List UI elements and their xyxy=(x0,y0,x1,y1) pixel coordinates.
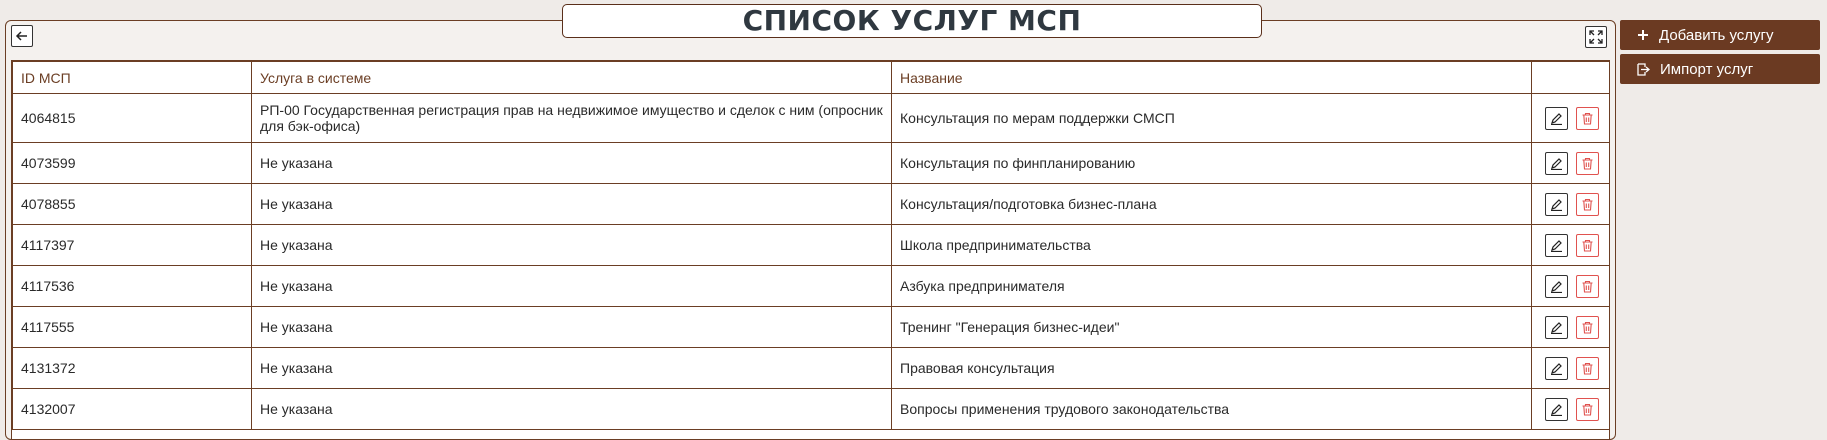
edit-button[interactable] xyxy=(1545,152,1568,175)
trash-icon xyxy=(1581,362,1594,375)
column-header-name: Название xyxy=(892,62,1532,94)
table-row xyxy=(13,94,1611,143)
cell-id: 4132007 xyxy=(13,389,252,430)
edit-button[interactable] xyxy=(1545,275,1568,298)
cell-actions xyxy=(1532,307,1611,348)
pencil-icon xyxy=(1550,239,1563,252)
pencil-icon xyxy=(1550,362,1563,375)
services-table xyxy=(12,61,1610,430)
import-icon xyxy=(1637,63,1650,76)
cell-actions xyxy=(1532,94,1611,143)
edit-button[interactable] xyxy=(1545,234,1568,257)
add-service-label: Добавить услугу xyxy=(1659,26,1774,44)
trash-icon xyxy=(1581,239,1594,252)
delete-button[interactable] xyxy=(1576,357,1599,380)
cell-id: 4117536 xyxy=(13,266,252,307)
edit-button[interactable] xyxy=(1545,398,1568,421)
cell-id: 4117555 xyxy=(13,307,252,348)
cell-system-service: РП-00 Государственная регистрация прав на недвижимое имущество и сделок с ним (опросник для бэк-офиса) xyxy=(252,94,892,143)
cell-actions xyxy=(1532,348,1611,389)
table-row xyxy=(13,389,1611,430)
cell-actions xyxy=(1532,184,1611,225)
cell-system-service: Не указана xyxy=(252,266,892,307)
delete-button[interactable] xyxy=(1576,316,1599,339)
cell-actions xyxy=(1532,225,1611,266)
cell-name: Азбука предпринимателя xyxy=(892,266,1532,307)
cell-id: 4078855 xyxy=(13,184,252,225)
table-row xyxy=(13,348,1611,389)
trash-icon xyxy=(1581,403,1594,416)
fullscreen-button[interactable] xyxy=(1585,26,1607,48)
cell-name: Консультация по мерам поддержки СМСП xyxy=(892,94,1532,143)
pencil-icon xyxy=(1550,321,1563,334)
fullscreen-icon xyxy=(1589,30,1603,44)
trash-icon xyxy=(1581,321,1594,334)
delete-button[interactable] xyxy=(1576,234,1599,257)
edit-button[interactable] xyxy=(1545,316,1568,339)
cell-system-service: Не указана xyxy=(252,389,892,430)
delete-button[interactable] xyxy=(1576,152,1599,175)
cell-system-service: Не указана xyxy=(252,225,892,266)
cell-name: Консультация по финпланированию xyxy=(892,143,1532,184)
edit-button[interactable] xyxy=(1545,357,1568,380)
column-header-actions xyxy=(1532,62,1611,94)
arrow-left-icon xyxy=(15,29,29,43)
trash-icon xyxy=(1581,280,1594,293)
pencil-icon xyxy=(1550,112,1563,125)
page-title: СПИСОК УСЛУГ МСП xyxy=(562,4,1262,38)
delete-button[interactable] xyxy=(1576,193,1599,216)
cell-name: Тренинг "Генерация бизнес-идеи" xyxy=(892,307,1532,348)
cell-actions xyxy=(1532,389,1611,430)
pencil-icon xyxy=(1550,280,1563,293)
cell-actions xyxy=(1532,266,1611,307)
edit-button[interactable] xyxy=(1545,193,1568,216)
cell-id: 4131372 xyxy=(13,348,252,389)
cell-id: 4064815 xyxy=(13,94,252,143)
import-services-label: Импорт услуг xyxy=(1660,60,1754,78)
table-row xyxy=(13,143,1611,184)
cell-id: 4117397 xyxy=(13,225,252,266)
cell-name: Консультация/подготовка бизнес-плана xyxy=(892,184,1532,225)
services-table-container xyxy=(11,60,1610,440)
table-row xyxy=(13,307,1611,348)
table-row xyxy=(13,225,1611,266)
pencil-icon xyxy=(1550,198,1563,211)
table-row xyxy=(13,184,1611,225)
add-service-button[interactable] xyxy=(1620,20,1820,50)
plus-icon xyxy=(1637,29,1649,41)
cell-system-service: Не указана xyxy=(252,184,892,225)
column-header-system-service: Услуга в системе xyxy=(252,62,892,94)
back-button[interactable] xyxy=(11,25,33,47)
column-header-id: ID МСП xyxy=(13,62,252,94)
cell-actions xyxy=(1532,143,1611,184)
cell-id: 4073599 xyxy=(13,143,252,184)
cell-system-service: Не указана xyxy=(252,348,892,389)
table-row xyxy=(13,266,1611,307)
edit-button[interactable] xyxy=(1545,107,1568,130)
pencil-icon xyxy=(1550,403,1563,416)
delete-button[interactable] xyxy=(1576,398,1599,421)
pencil-icon xyxy=(1550,157,1563,170)
cell-name: Вопросы применения трудового законодательства xyxy=(892,389,1532,430)
cell-system-service: Не указана xyxy=(252,143,892,184)
trash-icon xyxy=(1581,198,1594,211)
delete-button[interactable] xyxy=(1576,275,1599,298)
cell-name: Школа предпринимательства xyxy=(892,225,1532,266)
cell-system-service: Не указана xyxy=(252,307,892,348)
cell-name: Правовая консультация xyxy=(892,348,1532,389)
delete-button[interactable] xyxy=(1576,107,1599,130)
trash-icon xyxy=(1581,157,1594,170)
import-services-button[interactable] xyxy=(1620,54,1820,84)
table-header-row xyxy=(13,62,1611,94)
trash-icon xyxy=(1581,112,1594,125)
